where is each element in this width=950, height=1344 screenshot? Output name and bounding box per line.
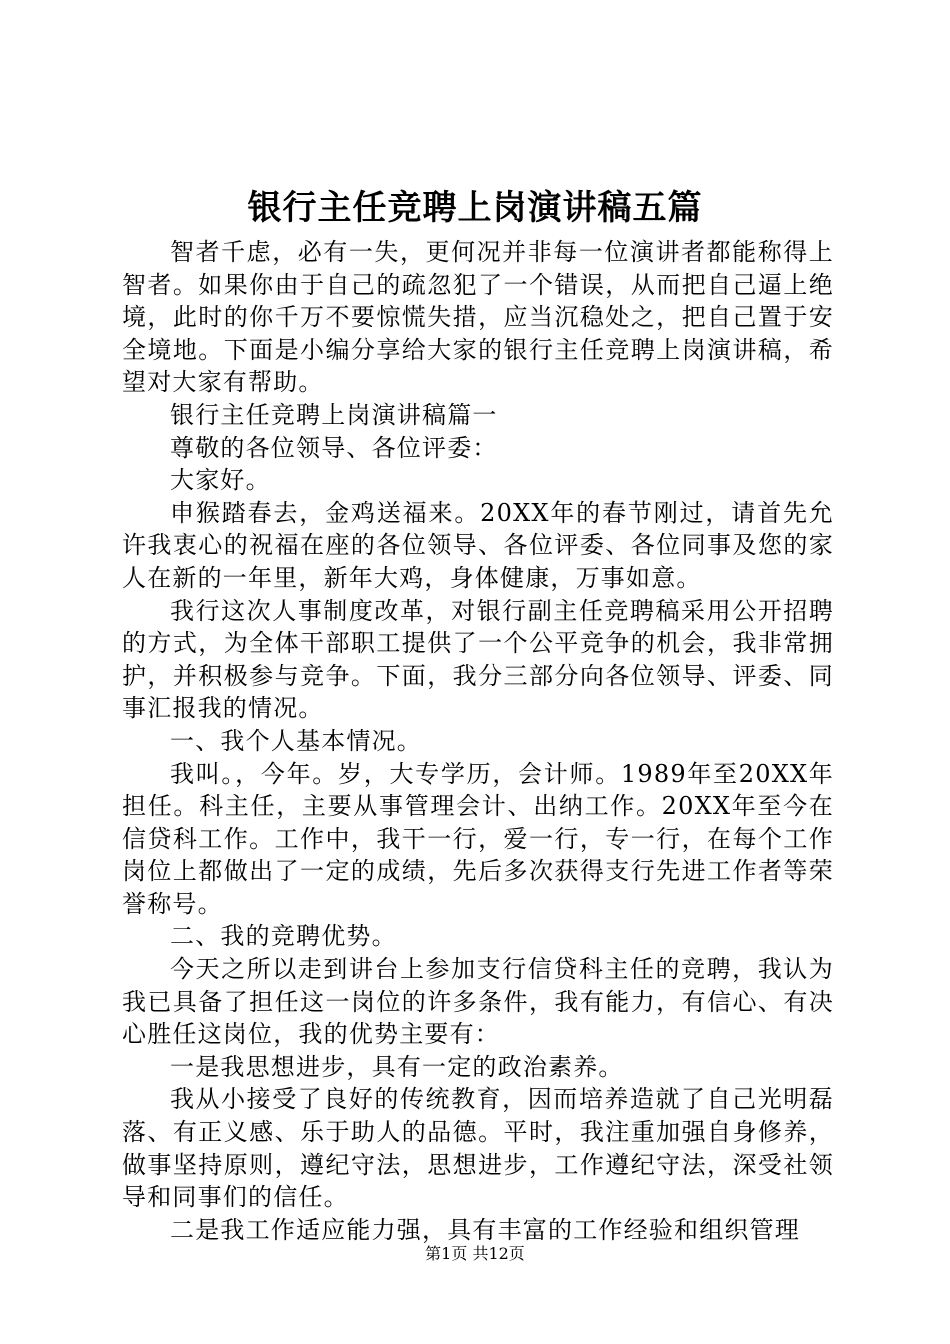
section-heading: 一、我个人基本情况。 — [170, 726, 422, 755]
paragraph: 申猴踏春去，金鸡送福来。20XX年的春节刚过，请首先允许我衷心的祝福在座的各位领导、各位评委、各位同事及您的家人在新的一年里，新年大鸡，身体健康，万事如意。 — [122, 498, 834, 592]
section-heading: 银行主任竞聘上岗演讲稿篇一 — [170, 400, 498, 429]
page-number-footer: 第1页 共12页 — [425, 1244, 525, 1263]
document-body — [122, 236, 834, 1246]
paragraph: 我行这次人事制度改革，对银行副主任竞聘稿采用公开招聘的方式，为全体干部职工提供了一个公平竞争的机会，我非常拥护，并积极参与竞争。下面，我分三部分向各位领导、评委、同事汇报我的情况。 — [122, 596, 834, 723]
salutation: 尊敬的各位领导、各位评委： — [170, 433, 498, 462]
paragraph: 今天之所以走到讲台上参加支行信贷科主任的竞聘，我认为我已具备了担任这一岗位的许多条件，我有能力，有信心、有决心胜任这岗位，我的优势主要有： — [122, 955, 834, 1049]
paragraph: 一是我思想进步，具有一定的政治素养。 — [170, 1052, 624, 1081]
greeting: 大家好。 — [170, 466, 271, 495]
section-heading: 二、我的竞聘优势。 — [170, 922, 397, 951]
paragraph: 智者千虑，必有一失，更何况并非每一位演讲者都能称得上智者。如果你由于自己的疏忽犯了一个错误，从而把自己逼上绝境，此时的你千万不要惊慌失措，应当沉稳处之，把自己置于安全境地。下面是小编分享给大家的银行主任竞聘上岗演讲稿，希望对大家有帮助。 — [122, 238, 834, 397]
paragraph: 我从小接受了良好的传统教育，因而培养造就了自己光明磊落、有正义感、乐于助人的品德。平时，我注重加强自身修养，做事坚持原则，遵纪守法，思想进步，工作遵纪守法，深受社领导和同事们的信任。 — [122, 1085, 834, 1212]
document-title: 银行主任竞聘上岗演讲稿五篇 — [247, 188, 703, 228]
paragraph: 我叫。，今年。岁，大专学历，会计师。1989年至20XX年担任。科主任，主要从事管理会计、出纳工作。20XX年至今在信贷科工作。工作中，我干一行，爱一行，专一行，在每个工作岗位上都做出了一定的成绩，先后多次获得支行先进工作者等荣誉称号。 — [122, 759, 834, 918]
paragraph: 二是我工作适应能力强，具有丰富的工作经验和组织管理 — [170, 1215, 800, 1244]
